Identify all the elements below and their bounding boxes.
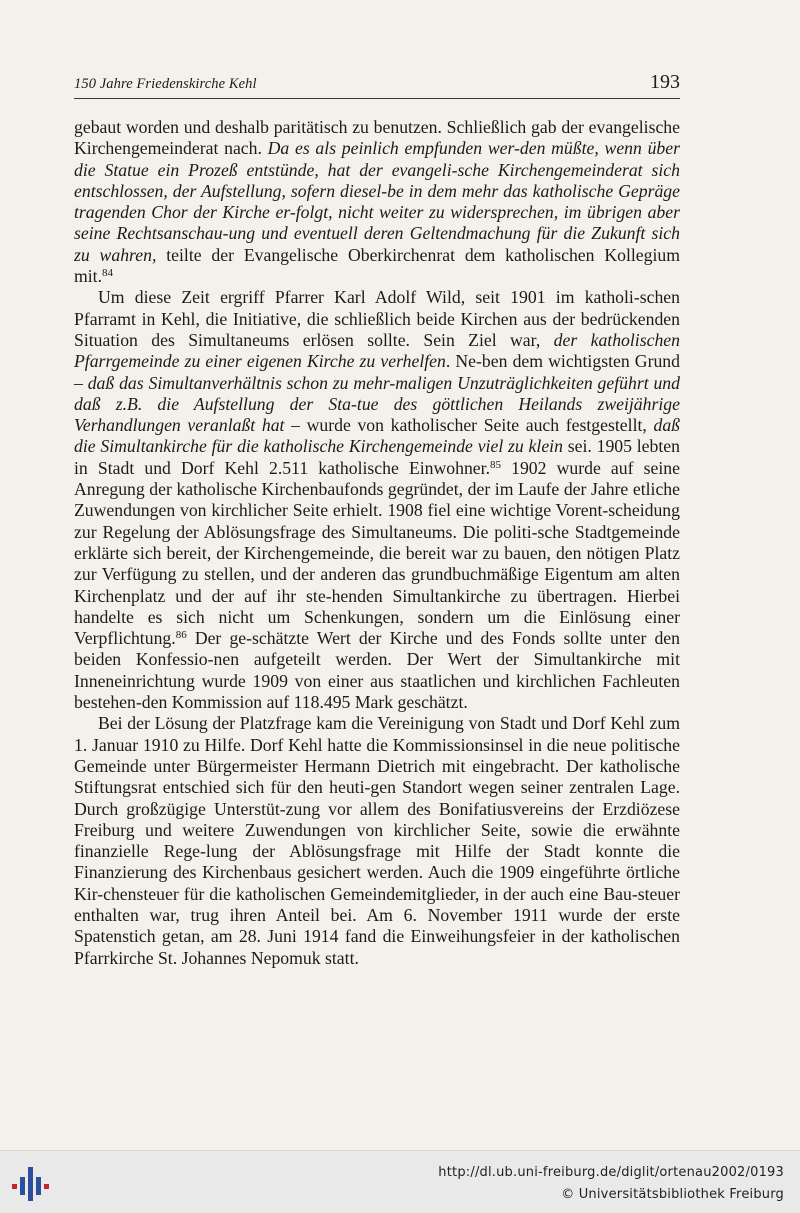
copyright-notice: © Universitätsbibliothek Freiburg: [561, 1187, 784, 1202]
page-number: 193: [650, 71, 680, 93]
paragraph-3: Bei der Lösung der Platzfrage kam die Vereinigung von Stadt und Dorf Kehl zum 1. Januar 1910 zu Hilfe. Dorf Kehl hatte die Kommissionsinsel in die neue politische Gemeinde unter Bürgermeister Hermann Dietrich mit eingebracht. Der katholische Stiftungsrat entschied sich für den heuti-gen Standort wegen seiner zentralen Lage. Durch großzügige Unterstüt-zung vor allem des Bonifatiusvereins der Erzdiözese Freiburg und weitere Zuwendungen von kirchlicher Seite, sowie die erwähnte finanzielle Rege-lung der Ablösungsfrage mit Hilfe der Stadt konnte die Finanzierung des Kirchenbaus gesichert werden. Auch die 1909 eingeführte örtliche Kir-chensteuer für die katholischen Gemeindemitglieder, in der auch eine Bau-steuer enthalten war, trug ihren Anteil bei. Am 6. November 1911 wurde der erste Spatenstich getan, am 28. Juni 1914 fand die Einweihungsfeier in der katholischen Pfarrkirche St. Johannes Nepomuk statt.: [74, 713, 680, 968]
paragraph-2: [74, 287, 680, 713]
viewer-footer: [0, 1150, 800, 1213]
quotation: Da es als peinlich empfunden wer-den müßte, wenn über die Statue ein Prozeß entstünde, hat der evangeli-sche Kirchengemeinderat sich entschlossen, der Aufstellung, sofern diesel-be in dem mehr das katholische Gepräge tragenden Chor der Kirche er-folgt, nicht weiter zu widersprechen, im übrigen aber seine Rechtsanschau-ung und eventuell deren Geltendmachung für die Zukunft sich zu wahren,: [74, 138, 680, 265]
quotation: daß die Simultankirche für die katholische Kirchengemeinde viel zu klein: [74, 415, 680, 457]
running-title: 150 Jahre Friedenskirche Kehl: [74, 76, 257, 92]
quotation: der katholischen Pfarrgemeinde zu einer eigenen Kirche zu verhelfen: [74, 329, 680, 372]
body-text: [74, 117, 680, 969]
permalink-url[interactable]: http://dl.ub.uni-freiburg.de/diglit/ortenau2002/0193: [438, 1165, 784, 1180]
footnote-ref-84[interactable]: 84: [102, 267, 114, 280]
text-run: Um diese Zeit ergriff Pfarrer Karl Adolf Wild, seit 1901 im katholi-schen Pfarramt in Kehl, die Initiative, die schließlich beide Kirchen aus der bedrückenden Situation des Simultaneums erlösen sollte. Sein Ziel war,: [74, 287, 680, 350]
text-run: Der ge-schätzte Wert der Kirche und des Fonds sollte unter den beiden Konfessio-nen aufgeteilt werden. Der Wert der Simultankirche mit Inneneinrichtung wurde 1909 von einer aus staatlichen und kirchlichen Fachleuten bestehen-den Kommission auf 118.495 Mark geschätzt.: [74, 628, 680, 713]
footnote-ref-86[interactable]: 86: [175, 629, 187, 642]
text-run: 1902 wurde auf seine Anregung der katholische Kirchenbaufonds gegründet, der im Laufe der Jahre etliche Zuwendungen von kirchlicher Seite erhielt. 1908 fiel eine wichtige Vorent-scheidung zur Regelung der Ablösungsfrage des Simultaneums. Die politi-sche Stadtgemeinde erklärte sich bereit, der Kirchengemeinde, die bereit war zu bauen, den nötigen Platz zur Verfügung zu stellen, und der anderen das grundbuchmäßige Eigentum am alten Kirchenplatz und der auf ihr ste-henden Simultankirche zu übertragen. Hierbei handelte es sich nicht um Schenkungen, sondern um die Einlösung einer Verpflichtung.: [74, 457, 680, 649]
text-run: gebaut worden und deshalb paritätisch zu benutzen. Schließlich gab der evangelische Kirchengemeinderat nach.: [74, 117, 680, 159]
text-run: . Ne-ben dem wichtigsten Grund –: [74, 351, 680, 393]
footnote-ref-85[interactable]: 85: [490, 458, 501, 471]
quotation: daß das Simultanverhältnis schon zu mehr-maligen Unzuträglichkeiten geführt und daß z.B. die Aufstellung der Sta-tue des göttlichen Heilands zweijährige Verhandlungen veranlaßt hat: [74, 372, 680, 436]
paragraph-1: [74, 117, 680, 287]
library-logo-icon: [10, 1165, 52, 1203]
text-run: – wurde von katholischer Seite auch festgestellt,: [284, 415, 654, 436]
text-run: teilte der Evangelische Oberkirchenrat dem katholischen Kollegium mit.: [74, 244, 680, 287]
text-run: sei. 1905 lebten in Stadt und Dorf Kehl 2.511 katholische Einwohner.: [74, 436, 680, 478]
running-header: [74, 72, 680, 99]
